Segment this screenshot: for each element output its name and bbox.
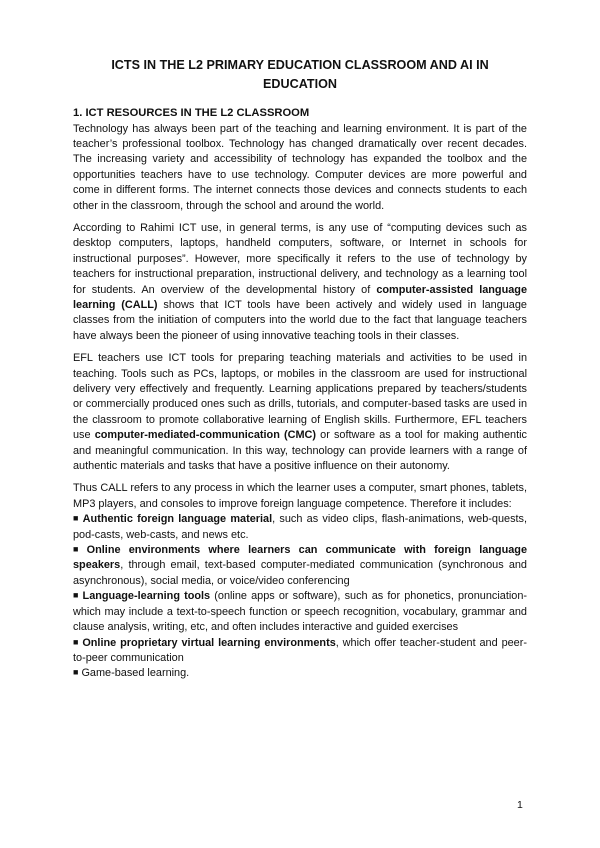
list-item-text: Game-based learning.: [81, 667, 190, 680]
paragraph-3-text-a: EFL teachers use ICT tools for preparing teaching materials and activities to be used in teaching. Tools such as PCs, laptops, or mobiles in the classroom are used for instructional delivery very effectively and frequently. Learning applications prepared by teachers/students or commercially produced ones such as drills, tutorials, and computer-based tasks are used in the classroom to promote collaborative learning of English skills. Furthermore, EFL teachers use: [73, 352, 527, 442]
square-bullet-icon: ■: [73, 636, 80, 647]
call-term: computer-assisted language learning (CALL): [73, 283, 528, 311]
square-bullet-icon: ■: [73, 590, 80, 601]
list-item-bold: Language-learning tools: [82, 590, 211, 603]
paragraph-4: Thus CALL refers to any process in which the learner uses a computer, smart phones, tablets, MP3 players, and consoles to improve foreign language competence. Therefore it includes:: [73, 482, 527, 510]
paragraph-2-text-b: shows that ICT tools have been actively and widely used in language classes from the initiation of computers into the world due to the fact that language teachers have always been the pioneer of using innovative teaching tools in their classes.: [73, 298, 527, 342]
paragraph-2: [73, 221, 527, 344]
square-bullet-icon: ■: [73, 513, 80, 524]
list-item-text: (online apps or software), such as for phonetics, pronunciation- which may include a text-to-speech function or speech recognition, vocabulary, grammar and clause analysis, writing, etc, and often includes interactive and guided exercises: [73, 590, 527, 634]
list-item: [73, 666, 527, 681]
square-bullet-icon: ■: [73, 667, 79, 678]
section-heading: 1. ICT RESOURCES IN THE L2 CLASSROOM: [73, 107, 310, 119]
paragraph-1: Technology has always been part of the teaching and learning environment. It is part of the teacher’s professional toolbox. Technology has changed dramatically over recent decades. The increasing variety and accessibility of technology has expanded the toolbox and the opportunities teachers have to use technology. Computer devices are more powerful and come in different forms. The internet connects those devices and connects students to each other in the classroom, through the school and around the world.: [73, 122, 527, 212]
list-item: [73, 543, 527, 589]
paragraph-2-text-a: According to Rahimi ICT use, in general terms, is any use of “computing devices such as desktop computers, laptops, handheld computers, software, or Internet in schools for instructional purposes”. However, more specifically it refers to the use of technology by teachers for instructional preparation, instructional delivery, and technology as a learning tool for students. An overview of the developmental history of: [73, 221, 527, 296]
call-components-list: [73, 512, 527, 681]
list-item-bold: Authentic foreign language material: [82, 513, 273, 526]
paragraph-3: [73, 351, 527, 474]
list-item: [73, 512, 527, 543]
page-number: 1: [517, 799, 523, 811]
list-item: [73, 636, 527, 667]
cmc-term: computer-mediated-communication (CMC): [94, 429, 317, 442]
square-bullet-icon: ■: [73, 544, 84, 555]
list-item-text: , through email, text-based computer-mediated communication (synchronous and asynchronous), social media, or voice/video conferencing: [73, 559, 527, 587]
list-item-bold: Online proprietary virtual learning environments: [82, 636, 336, 649]
document-title: ICTS IN THE L2 PRIMARY EDUCATION CLASSROOM AND AI IN EDUCATION: [111, 58, 489, 91]
list-item-text: , such as video clips, flash-animations, web-quests, pod-casts, web-casts, and news etc.: [73, 513, 528, 541]
list-item: [73, 589, 527, 635]
document-page: [73, 56, 527, 682]
list-item-text: , which offer teacher-student and peer-to-peer communication: [73, 636, 527, 664]
paragraph-3-text-b: or software as a tool for making authentic and meaningful communication. In this way, technology can provide learners with a range of authentic materials and tasks that have a positive influence on their autonomy.: [73, 429, 527, 473]
list-item-bold: Online environments where learners can communicate with foreign language speakers: [73, 544, 527, 572]
